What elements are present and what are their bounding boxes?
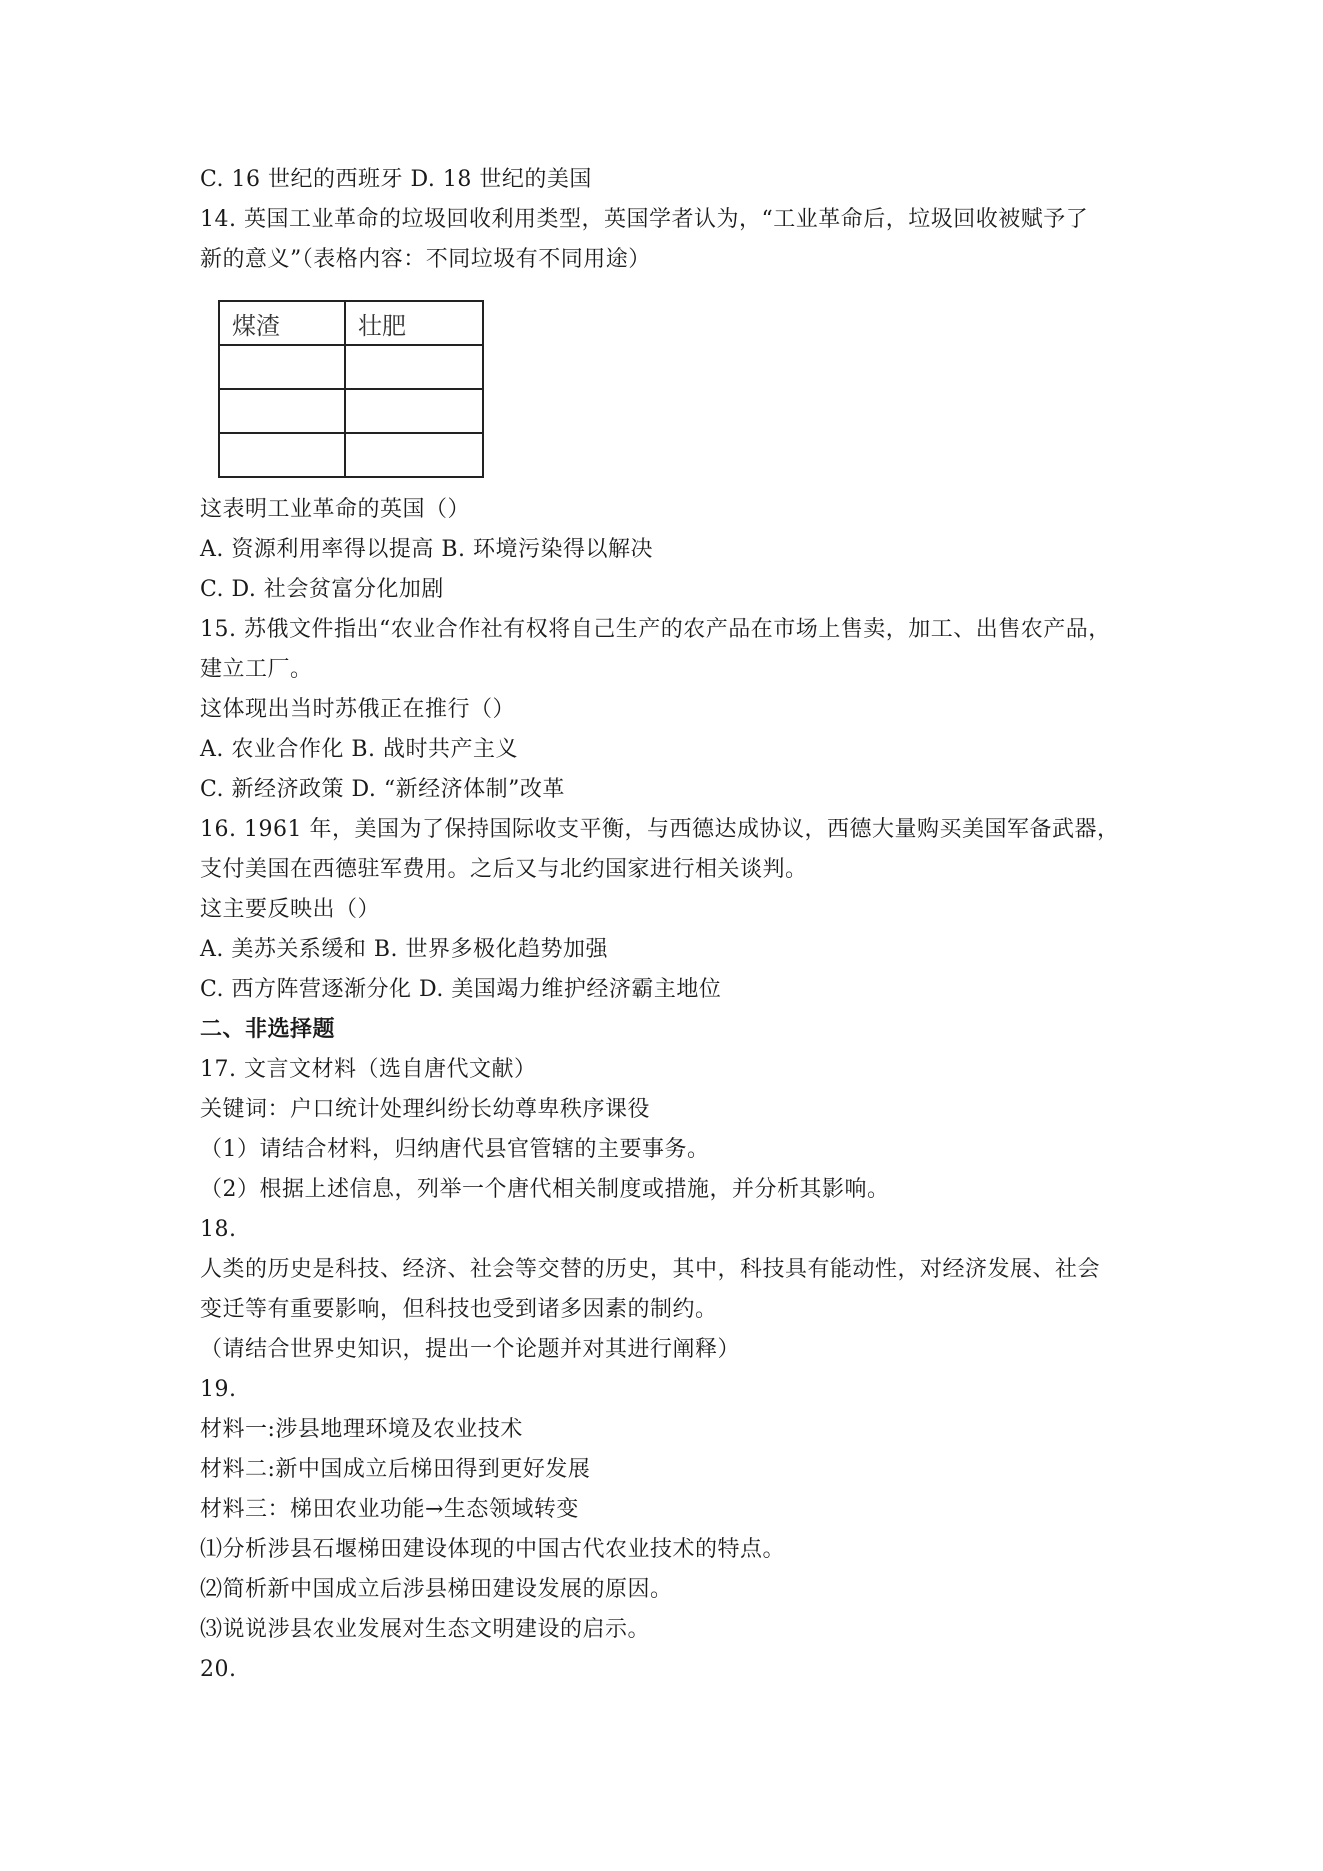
q19-sub3: ⑶说说涉县农业发展对生态文明建设的启示。	[200, 1617, 651, 1642]
waste-recycling-table	[218, 300, 484, 478]
q15-options-ab: A. 农业合作化 B. 战时共产主义	[200, 737, 519, 762]
q16-stem: 16. 1961 年，美国为了保持国际收支平衡，与西德达成协议，西德大量购买美国军备武器，	[200, 817, 1120, 842]
table-cell	[345, 345, 483, 389]
q19-sub1: ⑴分析涉县石堰梯田建设体现的中国古代农业技术的特点。	[200, 1537, 786, 1562]
table-row	[219, 389, 483, 433]
q20-number: 20.	[200, 1657, 237, 1682]
q15-options-cd: C. 新经济政策 D. “新经济体制”改革	[200, 777, 565, 802]
table-cell	[345, 389, 483, 433]
table-cell	[345, 433, 483, 477]
q16-stem-cont: 支付美国在西德驻军费用。之后又与北约国家进行相关谈判。	[200, 857, 808, 882]
q14-options-cd: C. D. 社会贫富分化加剧	[200, 577, 444, 602]
q18-stem-cont: 变迁等有重要影响，但科技也受到诸多因素的制约。	[200, 1297, 718, 1322]
q15-stem: 15. 苏俄文件指出“农业合作社有权将自己生产的农产品在市场上售卖，加工、出售农产品，	[200, 617, 1111, 642]
q14-stem: 14. 英国工业革命的垃圾回收利用类型，英国学者认为，“工业革命后，垃圾回收被赋予了	[200, 207, 1089, 232]
q18-stem: 人类的历史是科技、经济、社会等交替的历史，其中，科技具有能动性，对经济发展、社会	[200, 1257, 1101, 1282]
q16-options-cd: C. 西方阵营逐渐分化 D. 美国竭力维护经济霸主地位	[200, 977, 722, 1002]
q16-options-ab: A. 美苏关系缓和 B. 世界多极化趋势加强	[200, 937, 609, 962]
table-row	[219, 433, 483, 477]
q17-sub1: （1）请结合材料，归纳唐代县官管辖的主要事务。	[200, 1137, 710, 1162]
q14-options-ab: A. 资源利用率得以提高 B. 环境污染得以解决	[200, 537, 654, 562]
q14-question: 这表明工业革命的英国（）	[200, 497, 471, 522]
q19-material-2: 材料二:新中国成立后梯田得到更好发展	[200, 1457, 591, 1482]
table-row	[219, 345, 483, 389]
q17-sub2: （2）根据上述信息，列举一个唐代相关制度或措施，并分析其影响。	[200, 1177, 890, 1202]
q13-options-cd: C. 16 世纪的西班牙 D. 18 世纪的美国	[200, 167, 592, 192]
q14-stem-cont: 新的意义”（表格内容：不同垃圾有不同用途）	[200, 247, 651, 272]
q19-material-3: 材料三：梯田农业功能→生态领域转变	[200, 1497, 579, 1522]
q18-number: 18.	[200, 1217, 237, 1242]
q17-keywords: 关键词：户口统计处理纠纷长幼尊卑秩序课役	[200, 1097, 651, 1122]
table-header-cell: 壮肥	[345, 301, 483, 345]
q17-stem: 17. 文言文材料（选自唐代文献）	[200, 1057, 537, 1082]
table-cell	[219, 389, 345, 433]
table-cell	[219, 433, 345, 477]
q19-material-1: 材料一:涉县地理环境及农业技术	[200, 1417, 523, 1442]
table-header-row	[219, 301, 483, 345]
q15-question: 这体现出当时苏俄正在推行（）	[200, 697, 516, 722]
q19-sub2: ⑵简析新中国成立后涉县梯田建设发展的原因。	[200, 1577, 673, 1602]
q18-instruction: （请结合世界史知识，提出一个论题并对其进行阐释）	[200, 1337, 741, 1362]
q19-number: 19.	[200, 1377, 237, 1402]
table-cell	[219, 345, 345, 389]
q15-stem-cont: 建立工厂。	[200, 657, 313, 682]
section-heading: 二、非选择题	[200, 1017, 336, 1042]
q16-question: 这主要反映出（）	[200, 897, 381, 922]
table-header-cell: 煤渣	[219, 301, 345, 345]
